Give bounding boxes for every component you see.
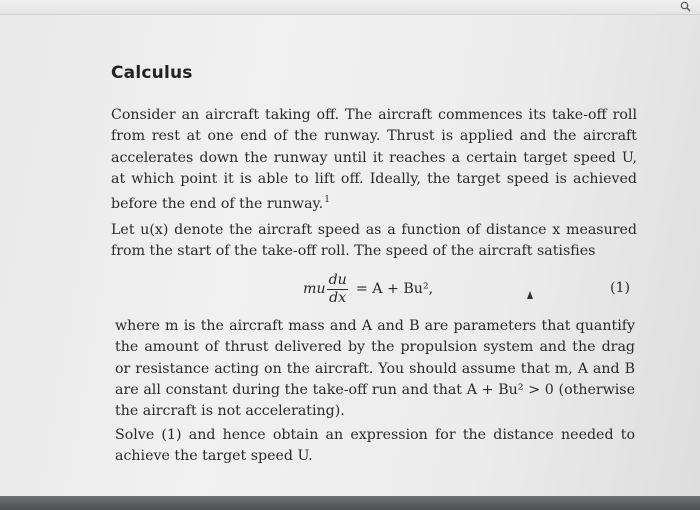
- magnifier-icon[interactable]: [680, 1, 692, 13]
- paragraph-parameters: where m is the aircraft mass and A and B are parameters that quantify the amount of thrust delivered by the propulsion system and the drag or resistance acting on the aircraft. You should assume that m, A and B are all constant during the take-off run and that A + Bu² > 0 (otherwise the aircraft is not accelerating).: [115, 318, 635, 420]
- equation-1: [303, 266, 433, 312]
- equation-rhs: = A + Bu²,: [355, 281, 434, 297]
- paragraph-intro-text: Consider an aircraft taking off. The aircraft commences its take-off roll from rest at one end of the runway. Thrust is applied and the aircraft accelerates down the runway until it reaches a certain target speed U, at which point it is able to lift off. Ideally, the target speed is achieved before the end of the runway.: [111, 107, 637, 213]
- footnote-marker: 1: [324, 195, 330, 206]
- viewer-toolbar: [0, 0, 700, 15]
- desk-background: [0, 496, 700, 510]
- fraction-numerator: du: [328, 271, 347, 288]
- equation-number: (1): [610, 280, 631, 296]
- fraction-denominator: dx: [329, 289, 347, 306]
- page-title: Calculus: [111, 63, 193, 83]
- paragraph-intro: [111, 105, 637, 215]
- paragraph-definition: Let u(x) denote the aircraft speed as a function of distance x measured from the start of the take-off roll. The speed of the aircraft satisfies: [111, 222, 637, 260]
- equation-lhs: mu: [303, 281, 326, 297]
- equation-fraction: [327, 272, 349, 307]
- paragraph-task: Solve (1) and hence obtain an expression for the distance needed to achieve the target speed U.: [115, 427, 635, 465]
- mouse-cursor-icon: [527, 291, 533, 299]
- document-page: [0, 15, 700, 496]
